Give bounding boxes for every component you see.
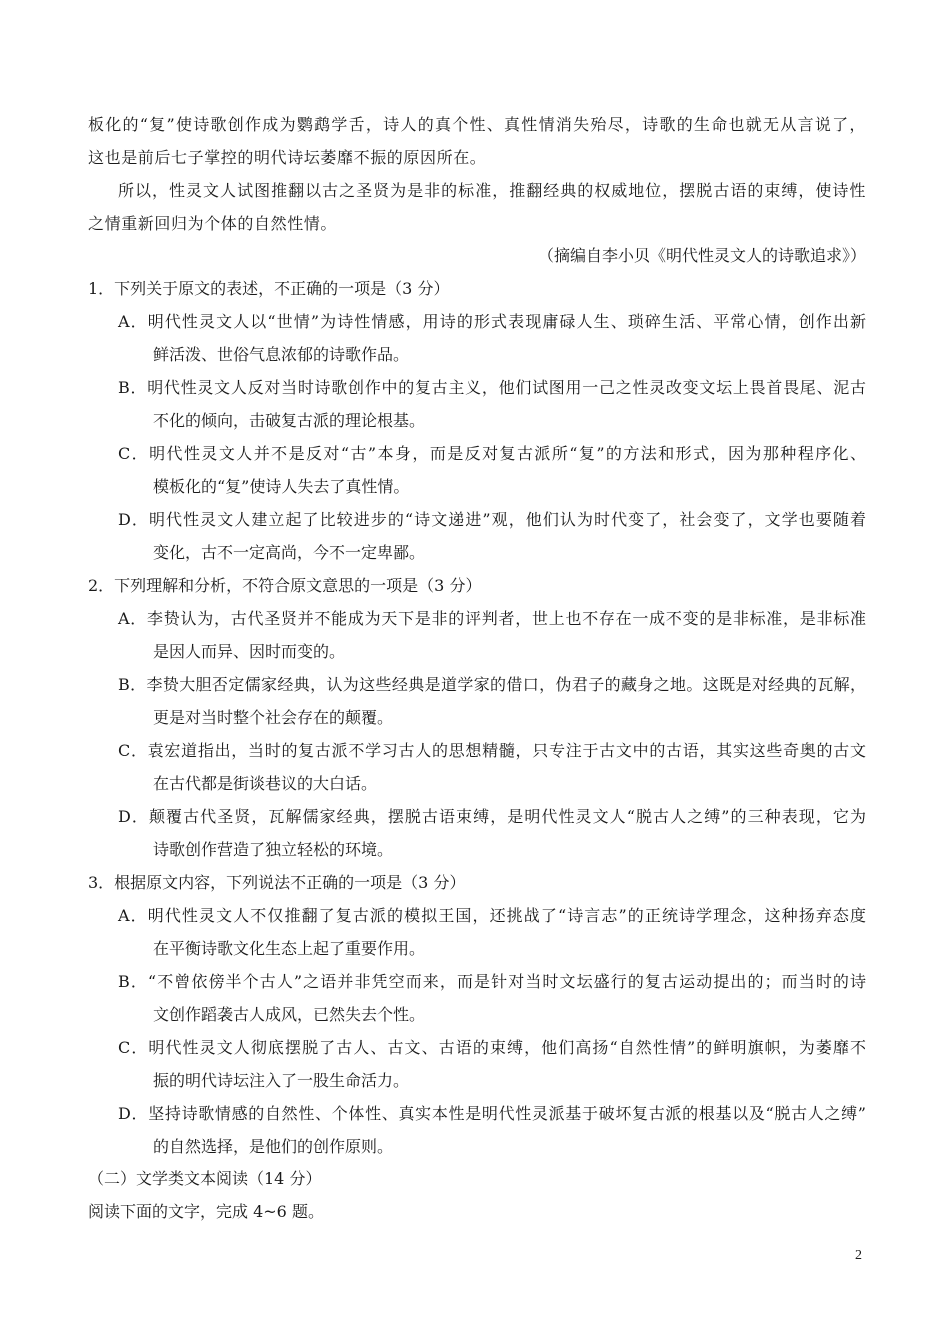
section-heading: （二）文学类文本阅读（14 分） bbox=[88, 1169, 322, 1188]
passage-line-4: 之情重新回归为个体的自然性情。 bbox=[88, 214, 338, 233]
page-number: 2 bbox=[855, 1248, 862, 1263]
passage-line-2: 这也是前后七子掌控的明代诗坛萎靡不振的原因所在。 bbox=[88, 148, 487, 167]
q2-option-d: D．颠覆古代圣贤，瓦解儒家经典，摆脱古语束缚，是明代性灵文人“脱古人之缚”的三种表现，它为 bbox=[118, 807, 866, 826]
q1-option-a-cont: 鲜活泼、世俗气息浓郁的诗歌作品。 bbox=[153, 345, 410, 364]
q2-option-d-cont: 诗歌创作营造了独立轻松的环境。 bbox=[153, 840, 394, 859]
q2-option-c: C．袁宏道指出，当时的复古派不学习古人的思想精髓，只专注于古文中的古语，其实这些奇奥的古文 bbox=[118, 741, 866, 760]
q3-option-b-cont: 文创作蹈袭古人成风，已然失去个性。 bbox=[153, 1005, 426, 1024]
q3-option-a-cont: 在平衡诗歌文化生态上起了重要作用。 bbox=[153, 939, 426, 958]
q3-option-d-cont: 的自然选择，是他们的创作原则。 bbox=[153, 1137, 394, 1156]
q3-option-d: D．坚持诗歌情感的自然性、个体性、真实本性是明代性灵派基于破坏复古派的根基以及“脱古人之缚” bbox=[118, 1104, 866, 1123]
passage-source: （摘编自李小贝《明代性灵文人的诗歌追求》） bbox=[537, 246, 866, 265]
q1-option-c: C．明代性灵文人并不是反对“古”本身，而是反对复古派所“复”的方法和形式，因为那种程序化、 bbox=[118, 444, 866, 463]
q1-option-c-cont: 模板化的“复”使诗人失去了真性情。 bbox=[153, 477, 410, 496]
q3-option-b: B．“不曾依傍半个古人”之语并非凭空而来，而是针对当时文坛盛行的复古运动提出的；而当时的诗 bbox=[118, 972, 866, 991]
q1-option-b-cont: 不化的倾向，击破复古派的理论根基。 bbox=[153, 411, 426, 430]
question-2-stem: 2．下列理解和分析，不符合原文意思的一项是（3 分） bbox=[88, 576, 482, 595]
q3-option-a: A．明代性灵文人不仅推翻了复古派的模拟王国，还挑战了“诗言志”的正统诗学理念，这种扬弃态度 bbox=[118, 906, 866, 925]
q1-option-d: D．明代性灵文人建立起了比较进步的“诗文递进”观，他们认为时代变了，社会变了，文学也要随着 bbox=[118, 510, 866, 529]
q1-option-d-cont: 变化，古不一定高尚，今不一定卑鄙。 bbox=[153, 543, 426, 562]
q2-option-a: A．李贽认为，古代圣贤并不能成为天下是非的评判者，世上也不存在一成不变的是非标准，是非标准 bbox=[118, 609, 866, 628]
q2-option-b: B．李贽大胆否定儒家经典，认为这些经典是道学家的借口，伪君子的藏身之地。这既是对经典的瓦解， bbox=[118, 675, 866, 694]
q1-option-b: B．明代性灵文人反对当时诗歌创作中的复古主义，他们试图用一己之性灵改变文坛上畏首畏尾、泥古 bbox=[118, 378, 866, 397]
question-1-stem: 1．下列关于原文的表述，不正确的一项是（3 分） bbox=[88, 279, 450, 298]
section-instruction: 阅读下面的文字，完成 4~6 题。 bbox=[88, 1202, 324, 1221]
question-3-stem: 3．根据原文内容，下列说法不正确的一项是（3 分） bbox=[88, 873, 466, 892]
q2-option-a-cont: 是因人而异、因时而变的。 bbox=[153, 642, 346, 661]
q1-option-a: A．明代性灵文人以“世情”为诗性情感，用诗的形式表现庸碌人生、琐碎生活、平常心情，创作出新 bbox=[118, 312, 866, 331]
q3-option-c-cont: 振的明代诗坛注入了一股生命活力。 bbox=[153, 1071, 410, 1090]
q2-option-b-cont: 更是对当时整个社会存在的颠覆。 bbox=[153, 708, 394, 727]
passage-line-1: 板化的“复”使诗歌创作成为鹦鹉学舌，诗人的真个性、真性情消失殆尽，诗歌的生命也就无从言说了， bbox=[88, 115, 866, 134]
passage-line-3: 所以，性灵文人试图推翻以古之圣贤为是非的标准，推翻经典的权威地位，摆脱古语的束缚，使诗性 bbox=[118, 181, 866, 200]
q2-option-c-cont: 在古代都是街谈巷议的大白话。 bbox=[153, 774, 378, 793]
q3-option-c: C．明代性灵文人彻底摆脱了古人、古文、古语的束缚，他们高扬“自然性情”的鲜明旗帜，为萎靡不 bbox=[118, 1038, 866, 1057]
